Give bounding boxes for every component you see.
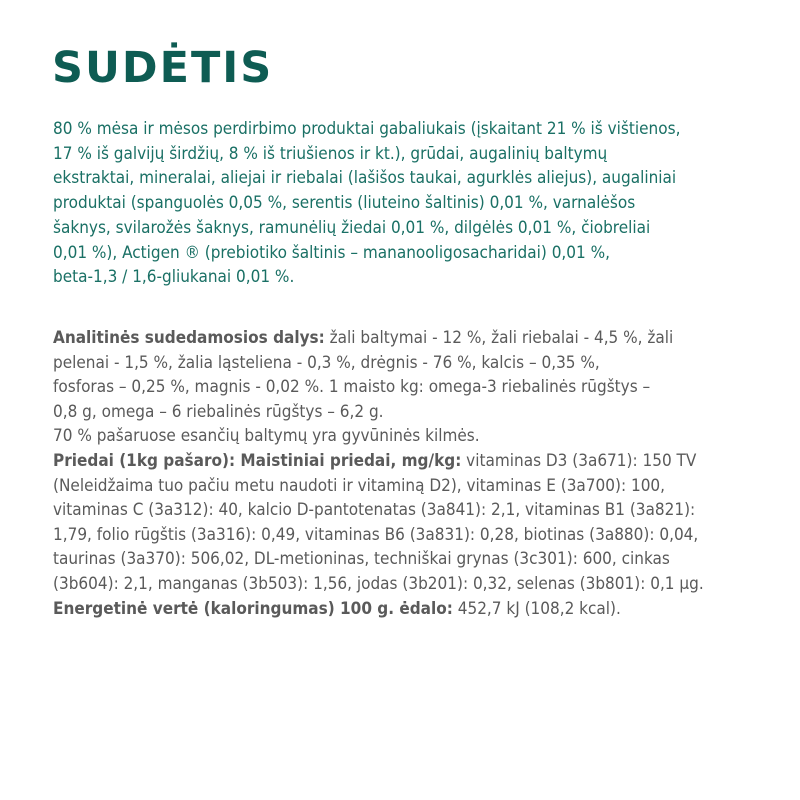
analytical-constituents-line: fosforas – 0,25 %, magnis - 0,02 %. 1 maisto kg: omega-3 riebalinės rūgštys – — [53, 377, 651, 398]
analytical-constituents-label: Analitinės sudedamosios dalys: — [53, 328, 325, 348]
additives-line: taurinas (3a370): 506,02, DL-metioninas, techniškai grynas (3c301): 600, cinkas — [53, 549, 670, 570]
analytical-constituents-line — [53, 326, 793, 351]
analytical-constituents-text: žali baltymai - 12 %, žali riebalai - 4,5 %, žali — [324, 328, 674, 348]
analytical-constituents-line: pelenai - 1,5 %, žalia ląsteliena - 0,3 %, drėgnis - 76 %, kalcis – 0,35 %, — [53, 352, 600, 373]
ingredients-line: beta-1,3 / 1,6-gliukanai 0,01 %. — [53, 267, 295, 288]
additives-label: Priedai (1kg pašaro): Maistiniai priedai, mg/kg: — [53, 450, 462, 471]
protein-origin-note: 70 % pašaruose esančių baltymų yra gyvūninės kilmės. — [53, 426, 480, 447]
energy-value-line — [53, 597, 793, 622]
energy-value-text: 452,7 kJ (108,2 kcal). — [452, 598, 621, 619]
additives-line: 1,79, folio rūgštis (3a316): 0,49, vitaminas B6 (3a831): 0,28, biotinas (3a880): 0,04, — [53, 524, 699, 545]
ingredients-line: 0,01 %), Actigen ® (prebiotiko šaltinis – mananooligosacharidai) 0,01 %, — [53, 242, 610, 263]
additives-line: (3b604): 2,1, manganas (3b503): 1,56, jodas (3b201): 0,32, selenas (3b801): 0,1 µg. — [53, 573, 704, 594]
additives-line — [53, 449, 793, 474]
ingredients-line: produktai (spanguolės 0,05 %, serentis (liuteino šaltinis) 0,01 %, varnalėšos — [53, 193, 636, 214]
page-title: SUDĖTIS — [52, 43, 274, 93]
ingredients-line: 80 % mėsa ir mėsos perdirbimo produktai gabaliukais (įskaitant 21 % iš vištienos, — [53, 119, 681, 139]
energy-value-label: Energetinė vertė (kaloringumas) 100 g. ėdalo: — [53, 598, 453, 619]
ingredients-line: šaknys, svilarožės šaknys, ramunėlių žiedai 0,01 %, dilgėlės 0,01 %, čiobreliai — [53, 217, 651, 238]
analytical-constituents-line: 0,8 g, omega – 6 riebalinės rūgštys – 6,2 g. — [53, 401, 384, 422]
ingredients-line: 17 % iš galvijų širdžių, 8 % iš triušienos ir kt.), grūdai, augalinių baltymų — [53, 143, 608, 164]
additives-line: vitaminas C (3a312): 40, kalcio D-pantotenatas (3a841): 2,1, vitaminas B1 (3a821): — [53, 500, 696, 521]
additives-text: vitaminas D3 (3a671): 150 TV — [461, 450, 697, 471]
analysis-section — [53, 326, 793, 621]
additives-line: (Neleidžaima tuo pačiu metu naudoti ir vitaminą D2), vitaminas E (3a700): 100, — [53, 475, 666, 496]
ingredients-line: ekstraktai, mineralai, aliejai ir riebalai (lašišos taukai, agurklės aliejus), augaliniai — [53, 168, 677, 189]
ingredients-paragraph — [53, 117, 793, 290]
